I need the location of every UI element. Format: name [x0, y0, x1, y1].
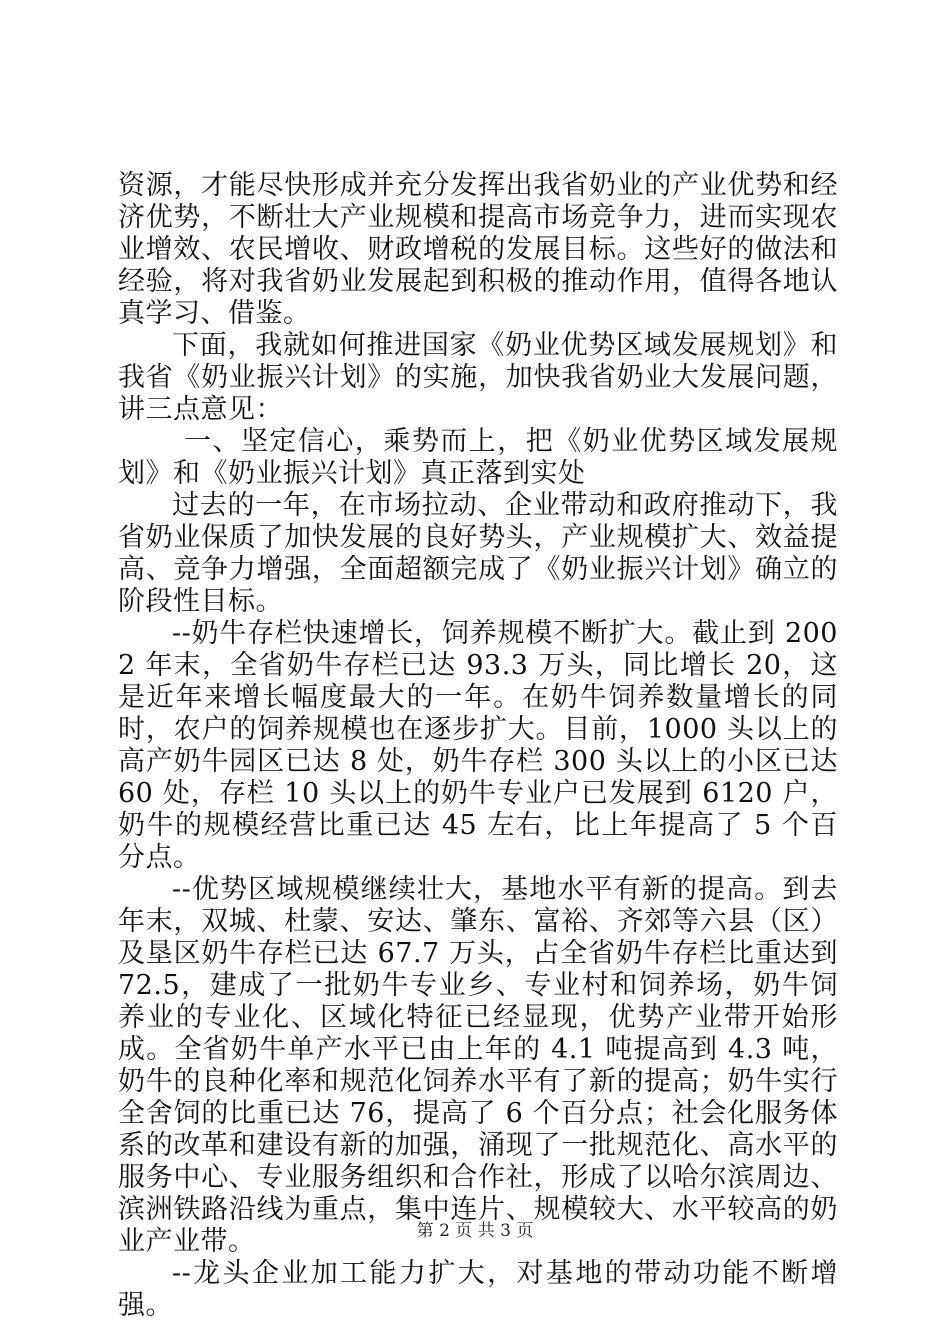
page-number-footer: 第 2 页 共 3 页	[416, 1221, 534, 1241]
paragraph-continuation: 资源，才能尽快形成并充分发挥出我省奶业的产业优势和经济优势，不断壮大产业规模和提高市场竞争力，进而实现农业增效、农民增收、财政增税的发展目标。这些好的做法和经验，将对我省奶业发展起到积极的推动作用，值得各地认真学习、借鉴。	[118, 170, 838, 329]
paragraph-summary: 过去的一年，在市场拉动、企业带动和政府推动下，我省奶业保质了加快发展的良好势头，产业规模扩大、效益提高、竞争力增强，全面超额完成了《奶业振兴计划》确立的阶段性目标。	[118, 490, 838, 617]
section-heading: 一、坚定信心，乘势而上，把《奶业优势区域发展规划》和《奶业振兴计划》真正落到实处	[118, 426, 838, 489]
paragraph-leading-enterprise: --龙头企业加工能力扩大，对基地的带动功能不断增强。	[118, 1258, 838, 1321]
paragraph-intro: 下面，我就如何推进国家《奶业优势区域发展规划》和我省《奶业振兴计划》的实施，加快我省奶业大发展问题，讲三点意见：	[118, 330, 838, 425]
paragraph-advantage-region: --优势区域规模继续壮大，基地水平有新的提高。到去年末，双城、杜蒙、安达、肇东、富裕、齐郊等六县（区）及垦区奶牛存栏已达 67.7 万头，占全省奶牛存栏比重达到 72.5，建成了一批奶牛专业乡、专业村和饲养场，奶牛饲养业的专业化、区域化特征已经显现，优势产业带开始形成。全省奶牛单产水平已由上年的 4.1 吨提高到 4.3 吨，奶牛的良种化率和规范化饲养水平有了新的提高；奶牛实行全舍饲的比重已达 76，提高了 6 个百分点；社会化服务体系的改革和建设有新的加强，涌现了一批规范化、高水平的服务中心、专业服务组织和合作社，形成了以哈尔滨周边、滨洲铁路沿线为重点，集中连片、规模较大、水平较高的奶业产业带。	[118, 874, 838, 1257]
document-body	[118, 170, 838, 1322]
paragraph-dairy-cattle: --奶牛存栏快速增长，饲养规模不断扩大。截止到 2002 年末，全省奶牛存栏已达 93.3 万头，同比增长 20，这是近年来增长幅度最大的一年。在奶牛饲养数量增长的同时，农户的饲养规模也在逐步扩大。目前，1000 头以上的高产奶牛园区已达 8 处，奶牛存栏 300 头以上的小区已达 60 处，存栏 10 头以上的奶牛专业户已发展到 6120 户，奶牛的规模经营比重已达 45 左右，比上年提高了 5 个百分点。	[118, 618, 838, 873]
